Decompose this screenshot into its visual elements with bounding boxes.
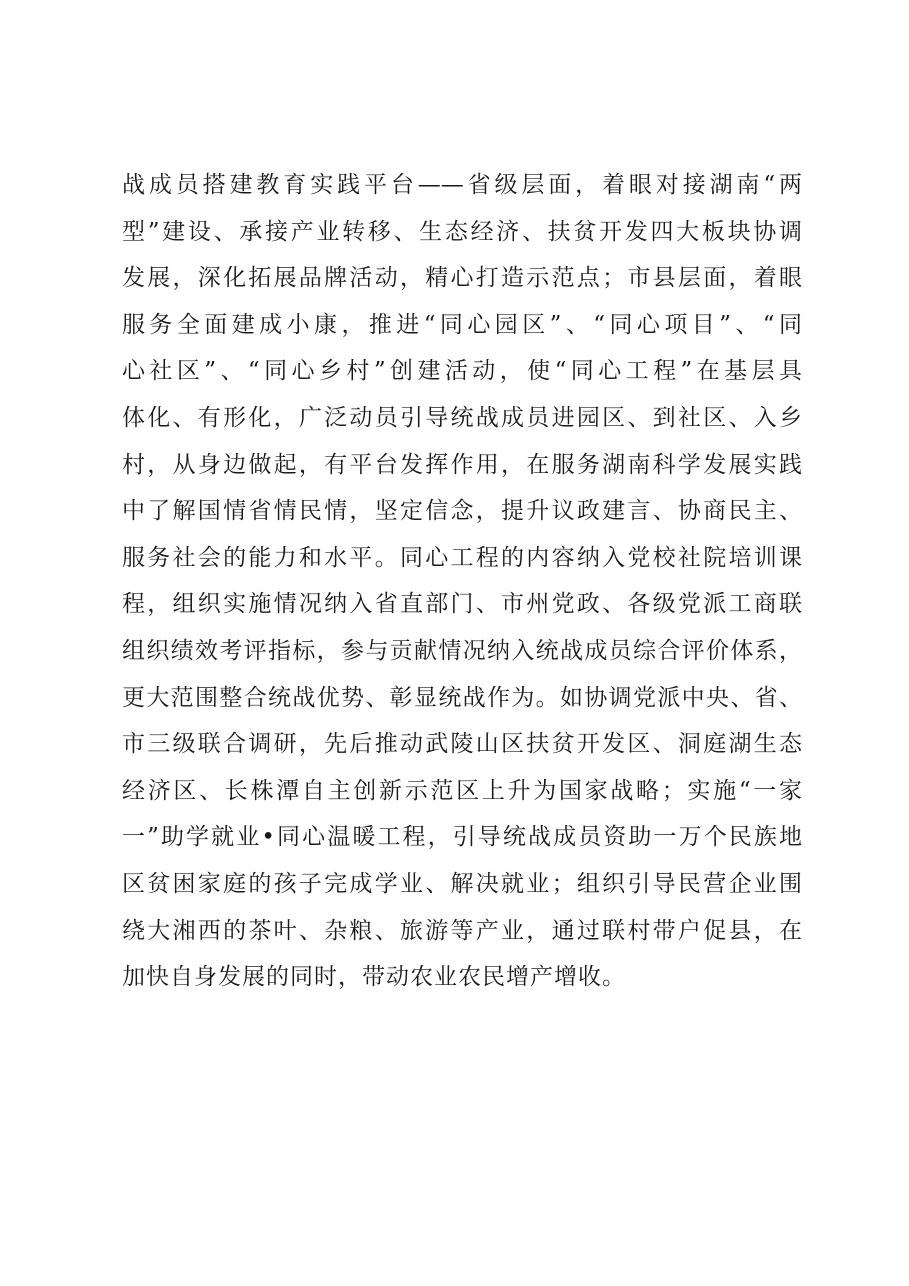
- paragraph-line: 市三级联合调研，先后推动武陵山区扶贫开发区、洞庭湖生态: [122, 731, 802, 758]
- paragraph-line: 服务全面建成小康，推进“同心园区”、“同心项目”、“同: [122, 311, 802, 338]
- paragraph-line: 村，从身边做起，有平台发挥作用，在服务湖南科学发展实践: [122, 451, 802, 478]
- paragraph-line: 发展，深化拓展品牌活动，精心打造示范点；市县层面，着眼: [122, 265, 802, 292]
- paragraph-line: 一”助学就业•同心温暖工程，引导统战成员资助一万个民族地: [122, 824, 802, 851]
- paragraph-line: 程，组织实施情况纳入省直部门、市州党政、各级党派工商联: [122, 591, 802, 618]
- paragraph-line: 体化、有形化，广泛动员引导统战成员进园区、到社区、入乡: [122, 404, 802, 431]
- paragraph-line: 中了解国情省情民情，坚定信念，提升议政建言、协商民主、: [122, 498, 802, 525]
- paragraph-line: 经济区、长株潭自主创新示范区上升为国家战略；实施“一家: [122, 777, 802, 804]
- paragraph-line: 更大范围整合统战优势、彰显统战作为。如协调党派中央、省、: [122, 684, 802, 711]
- body-paragraph: [122, 162, 802, 1001]
- paragraph-line: 心社区”、“同心乡村”创建活动，使“同心工程”在基层具: [122, 358, 802, 385]
- paragraph-line: 型”建设、承接产业转移、生态经济、扶贫开发四大板块协调: [122, 218, 802, 245]
- paragraph-line: 战成员搭建教育实践平台——省级层面，着眼对接湖南“两: [122, 172, 802, 198]
- paragraph-line: 区贫困家庭的孩子完成学业、解决就业；组织引导民营企业围: [122, 870, 802, 897]
- paragraph-line: 服务社会的能力和水平。同心工程的内容纳入党校社院培训课: [122, 544, 802, 571]
- paragraph-line: 组织绩效考评指标，参与贡献情况纳入统战成员综合评价体系，: [122, 637, 802, 664]
- paragraph-line: 加快自身发展的同时，带动农业农民增产增收。: [122, 964, 626, 991]
- paragraph-line: 绕大湘西的茶叶、杂粮、旅游等产业，通过联村带户促县，在: [122, 917, 802, 944]
